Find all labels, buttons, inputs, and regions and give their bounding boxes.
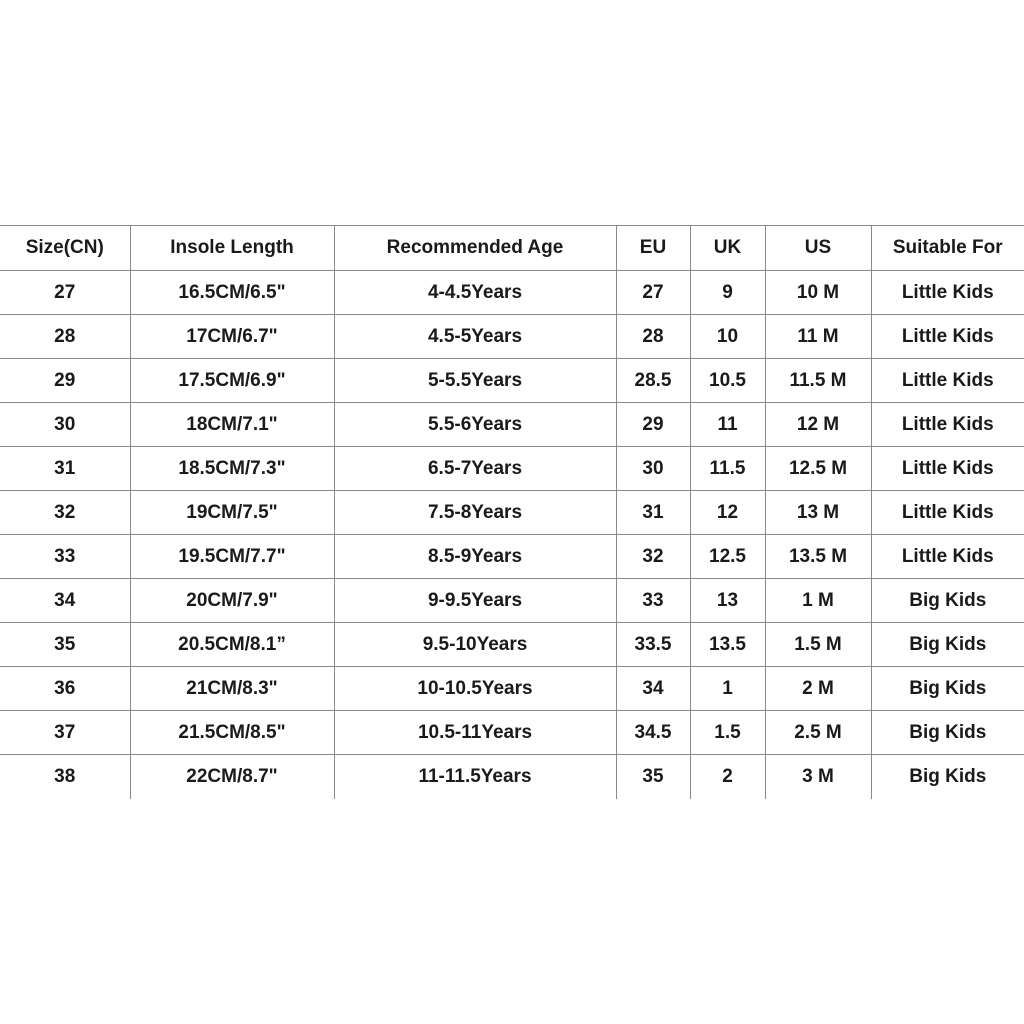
cell-size-cn: 30	[0, 403, 130, 447]
table-body	[0, 271, 1024, 800]
cell-eu: 30	[616, 447, 690, 491]
cell-us: 2.5 M	[765, 711, 871, 755]
cell-recommended-age: 9.5-10Years	[334, 623, 616, 667]
table-row	[0, 271, 1024, 315]
header-size-cn: Size(CN)	[0, 226, 130, 271]
header-suitable-for: Suitable For	[871, 226, 1024, 271]
cell-insole-length: 20.5CM/8.1”	[130, 623, 334, 667]
cell-suitable-for: Big Kids	[871, 711, 1024, 755]
cell-suitable-for: Little Kids	[871, 447, 1024, 491]
cell-recommended-age: 4-4.5Years	[334, 271, 616, 315]
table-row	[0, 403, 1024, 447]
cell-recommended-age: 4.5-5Years	[334, 315, 616, 359]
cell-size-cn: 37	[0, 711, 130, 755]
cell-size-cn: 34	[0, 579, 130, 623]
cell-recommended-age: 9-9.5Years	[334, 579, 616, 623]
cell-insole-length: 21.5CM/8.5"	[130, 711, 334, 755]
table-row	[0, 535, 1024, 579]
table-row	[0, 623, 1024, 667]
cell-us: 10 M	[765, 271, 871, 315]
cell-insole-length: 18CM/7.1"	[130, 403, 334, 447]
cell-size-cn: 36	[0, 667, 130, 711]
cell-suitable-for: Little Kids	[871, 491, 1024, 535]
cell-uk: 11.5	[690, 447, 765, 491]
cell-eu: 33	[616, 579, 690, 623]
cell-suitable-for: Little Kids	[871, 315, 1024, 359]
cell-eu: 28.5	[616, 359, 690, 403]
cell-suitable-for: Little Kids	[871, 403, 1024, 447]
size-chart-table	[0, 225, 1024, 799]
table-row	[0, 491, 1024, 535]
cell-size-cn: 35	[0, 623, 130, 667]
cell-uk: 13.5	[690, 623, 765, 667]
cell-uk: 12.5	[690, 535, 765, 579]
cell-us: 11 M	[765, 315, 871, 359]
table-row	[0, 711, 1024, 755]
cell-eu: 27	[616, 271, 690, 315]
cell-uk: 10.5	[690, 359, 765, 403]
cell-us: 1 M	[765, 579, 871, 623]
cell-us: 13.5 M	[765, 535, 871, 579]
header-eu: EU	[616, 226, 690, 271]
cell-size-cn: 28	[0, 315, 130, 359]
cell-size-cn: 33	[0, 535, 130, 579]
header-uk: UK	[690, 226, 765, 271]
cell-us: 2 M	[765, 667, 871, 711]
cell-insole-length: 17CM/6.7"	[130, 315, 334, 359]
cell-size-cn: 38	[0, 755, 130, 799]
cell-us: 3 M	[765, 755, 871, 799]
cell-recommended-age: 10.5-11Years	[334, 711, 616, 755]
table-row	[0, 667, 1024, 711]
cell-recommended-age: 10-10.5Years	[334, 667, 616, 711]
cell-eu: 34.5	[616, 711, 690, 755]
cell-recommended-age: 7.5-8Years	[334, 491, 616, 535]
cell-insole-length: 20CM/7.9"	[130, 579, 334, 623]
cell-uk: 10	[690, 315, 765, 359]
cell-uk: 12	[690, 491, 765, 535]
cell-suitable-for: Little Kids	[871, 535, 1024, 579]
cell-suitable-for: Big Kids	[871, 755, 1024, 799]
table-header-row	[0, 226, 1024, 271]
cell-insole-length: 19CM/7.5"	[130, 491, 334, 535]
cell-insole-length: 16.5CM/6.5"	[130, 271, 334, 315]
cell-us: 12 M	[765, 403, 871, 447]
header-recommended-age: Recommended Age	[334, 226, 616, 271]
cell-recommended-age: 6.5-7Years	[334, 447, 616, 491]
cell-eu: 28	[616, 315, 690, 359]
cell-eu: 31	[616, 491, 690, 535]
table-row	[0, 579, 1024, 623]
header-insole-length: Insole Length	[130, 226, 334, 271]
table-row	[0, 315, 1024, 359]
cell-recommended-age: 11-11.5Years	[334, 755, 616, 799]
cell-suitable-for: Big Kids	[871, 579, 1024, 623]
cell-size-cn: 27	[0, 271, 130, 315]
cell-size-cn: 29	[0, 359, 130, 403]
cell-recommended-age: 5.5-6Years	[334, 403, 616, 447]
cell-eu: 35	[616, 755, 690, 799]
cell-us: 1.5 M	[765, 623, 871, 667]
cell-insole-length: 18.5CM/7.3"	[130, 447, 334, 491]
cell-us: 12.5 M	[765, 447, 871, 491]
table-row	[0, 359, 1024, 403]
cell-size-cn: 32	[0, 491, 130, 535]
cell-us: 13 M	[765, 491, 871, 535]
cell-uk: 2	[690, 755, 765, 799]
cell-insole-length: 21CM/8.3"	[130, 667, 334, 711]
cell-suitable-for: Little Kids	[871, 359, 1024, 403]
cell-eu: 33.5	[616, 623, 690, 667]
cell-insole-length: 19.5CM/7.7"	[130, 535, 334, 579]
cell-recommended-age: 8.5-9Years	[334, 535, 616, 579]
cell-us: 11.5 M	[765, 359, 871, 403]
cell-uk: 11	[690, 403, 765, 447]
cell-eu: 29	[616, 403, 690, 447]
cell-insole-length: 22CM/8.7"	[130, 755, 334, 799]
cell-recommended-age: 5-5.5Years	[334, 359, 616, 403]
cell-uk: 1.5	[690, 711, 765, 755]
cell-uk: 13	[690, 579, 765, 623]
cell-suitable-for: Big Kids	[871, 623, 1024, 667]
cell-size-cn: 31	[0, 447, 130, 491]
header-us: US	[765, 226, 871, 271]
table-row	[0, 755, 1024, 799]
cell-eu: 32	[616, 535, 690, 579]
cell-eu: 34	[616, 667, 690, 711]
cell-suitable-for: Little Kids	[871, 271, 1024, 315]
table-row	[0, 447, 1024, 491]
cell-suitable-for: Big Kids	[871, 667, 1024, 711]
cell-insole-length: 17.5CM/6.9"	[130, 359, 334, 403]
cell-uk: 1	[690, 667, 765, 711]
cell-uk: 9	[690, 271, 765, 315]
